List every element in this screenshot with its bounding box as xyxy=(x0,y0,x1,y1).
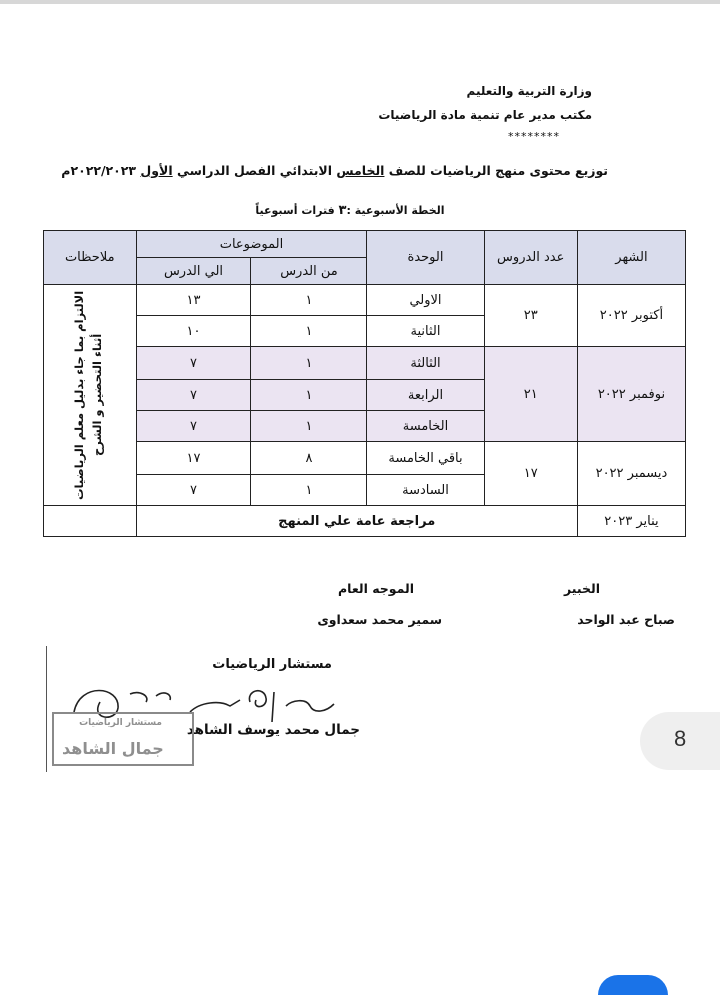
unit-cell: الثالثة xyxy=(367,347,484,380)
header-notes: ملاحظات xyxy=(44,231,137,285)
margin-line xyxy=(46,646,47,772)
page-number: 8 xyxy=(674,726,687,751)
grade-underlined: الخامس xyxy=(336,163,385,178)
to-cell: ٧ xyxy=(136,411,251,442)
to-cell: ١٧ xyxy=(136,442,251,475)
weekly-plan: الخطة الأسبوعية :٣ فترات أسبوعياً xyxy=(255,203,445,218)
unit-cell: الثانية xyxy=(367,316,484,347)
document-title: توزيع محتوى منهج الرياضيات للصف الخامس الابتدائي الفصل الدراسي الأول ٢٠٢٢/٢٠٢٣م xyxy=(61,163,608,178)
count-cell: ١٧ xyxy=(484,442,577,506)
term-underlined: الأول xyxy=(140,163,173,178)
header-unit: الوحدة xyxy=(367,231,484,285)
month-cell: يناير ٢٠٢٣ xyxy=(577,506,685,537)
review-cell: مراجعة عامة علي المنهج xyxy=(136,506,577,537)
expert-name: صباح عبد الواحد xyxy=(577,612,675,627)
to-cell: ١٠ xyxy=(136,316,251,347)
from-cell: ٨ xyxy=(251,442,367,475)
to-cell: ٧ xyxy=(136,380,251,411)
curriculum-table xyxy=(43,230,686,537)
supervisor-title: الموجه العام xyxy=(337,581,414,596)
from-cell: ١ xyxy=(251,411,367,442)
office-heading: مكتب مدير عام تنمية مادة الرياضيات xyxy=(378,108,592,122)
from-cell: ١ xyxy=(251,380,367,411)
header-topics: الموضوعات xyxy=(136,231,367,258)
advisor-name: جمال محمد يوسف الشاهد xyxy=(186,722,360,738)
count-cell: ٢١ xyxy=(484,347,577,442)
from-cell: ١ xyxy=(251,347,367,380)
notes-cell xyxy=(44,285,137,506)
from-cell: ١ xyxy=(251,285,367,316)
ministry-heading: وزارة التربية والتعليم xyxy=(466,84,592,98)
supervisor-name: سمير محمد سعداوى xyxy=(317,612,442,627)
from-cell: ١ xyxy=(251,475,367,506)
advisor-title: مستشار الرياضيات xyxy=(212,657,332,672)
top-scroll-bar xyxy=(0,0,720,4)
to-cell: ٧ xyxy=(136,475,251,506)
expert-title: الخبير xyxy=(564,581,600,596)
header-to: الي الدرس xyxy=(136,258,251,285)
notes-text: الالتزام بما جاء بدليل معلم الرياضيات أثناء التحضير و الشرح xyxy=(71,290,104,500)
table-row xyxy=(44,506,686,537)
header-month: الشهر xyxy=(577,231,685,285)
floating-action-button[interactable] xyxy=(598,975,668,995)
count-cell: ٢٣ xyxy=(484,285,577,347)
month-cell: أكتوبر ٢٠٢٢ xyxy=(577,285,685,347)
to-cell: ١٣ xyxy=(136,285,251,316)
stamp-icon: مستشار الرياضيات جمال الشاهد xyxy=(52,712,194,766)
page-number-badge[interactable] xyxy=(640,712,720,770)
unit-cell: السادسة xyxy=(367,475,484,506)
header-lessons-count: عدد الدروس xyxy=(484,231,577,285)
table-row xyxy=(44,442,686,475)
unit-cell: الرابعة xyxy=(367,380,484,411)
month-cell: ديسمبر ٢٠٢٢ xyxy=(577,442,685,506)
table-row xyxy=(44,285,686,316)
to-cell: ٧ xyxy=(136,347,251,380)
from-cell: ١ xyxy=(251,316,367,347)
month-cell: نوفمبر ٢٠٢٢ xyxy=(577,347,685,442)
unit-cell: الخامسة xyxy=(367,411,484,442)
unit-cell: باقي الخامسة xyxy=(367,442,484,475)
stars-divider: ******** xyxy=(508,130,560,143)
unit-cell: الاولي xyxy=(367,285,484,316)
notes-empty-cell xyxy=(44,506,137,537)
header-from: من الدرس xyxy=(251,258,367,285)
table-row xyxy=(44,347,686,380)
